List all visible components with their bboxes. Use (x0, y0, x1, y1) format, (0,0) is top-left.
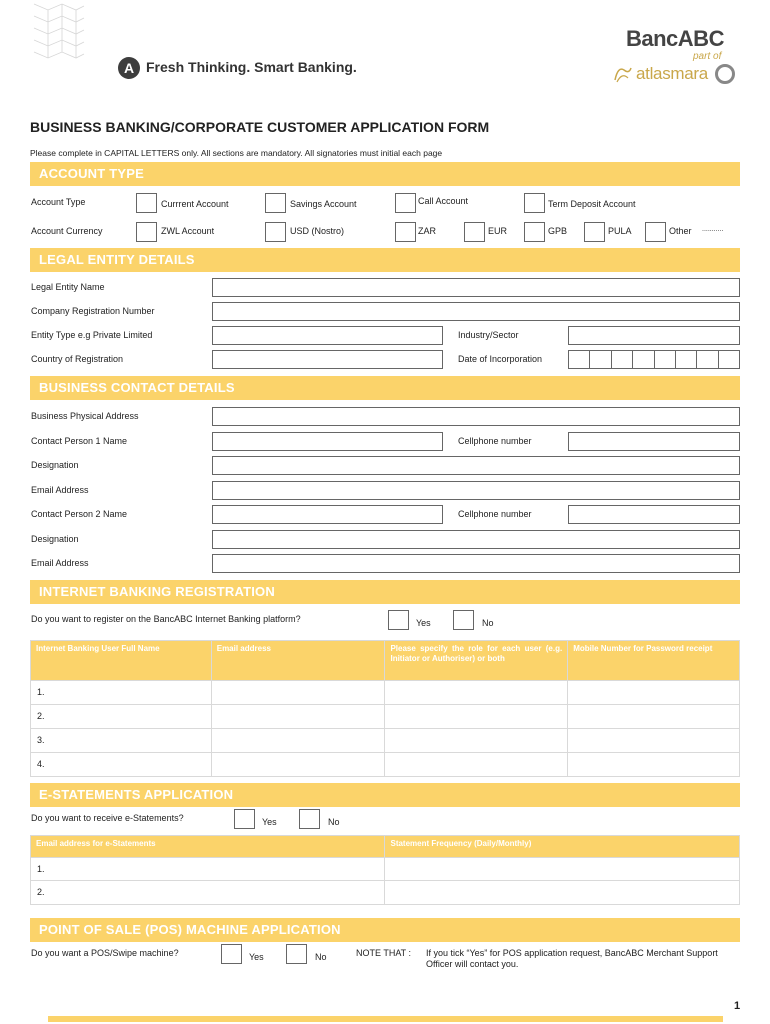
zar-checkbox[interactable] (395, 222, 416, 242)
ib-col-role: Please specify the role for each user (e.g. Initiator or Authoriser) or both (385, 641, 568, 681)
section-internet-banking: INTERNET BANKING REGISTRATION (30, 580, 740, 604)
current-account-label: Currrent Account (161, 199, 229, 209)
pula-checkbox[interactable] (584, 222, 605, 242)
pos-yes-label: Yes (249, 952, 264, 962)
incorporation-date-label: Date of Incorporation (458, 354, 543, 364)
email1-field[interactable] (212, 481, 740, 500)
corner-pattern (30, 0, 88, 70)
bancabc-logo: BancABC (626, 26, 724, 51)
account-type-label: Account Type (31, 197, 86, 207)
entity-type-label: Entity Type e.g Private Limited (31, 330, 153, 340)
es-yes-checkbox[interactable] (234, 809, 255, 829)
pos-question: Do you want a POS/Swipe machine? (31, 948, 179, 958)
form-title: BUSINESS BANKING/CORPORATE CUSTOMER APPLICATION FORM (30, 119, 490, 135)
company-reg-label: Company Registration Number (31, 306, 155, 316)
call-account-checkbox[interactable] (395, 193, 416, 213)
ib-col-name: Internet Banking User Full Name (31, 641, 212, 681)
contact2-name-field[interactable] (212, 505, 443, 524)
footer-bar (48, 1016, 723, 1022)
es-col-frequency: Statement Frequency (Daily/Monthly) (385, 836, 740, 858)
gpb-label: GPB (548, 226, 568, 236)
gpb-checkbox[interactable] (524, 222, 545, 242)
section-pos: POINT OF SALE (POS) MACHINE APPLICATION (30, 918, 740, 942)
contact1-cell-field[interactable] (568, 432, 740, 451)
part-of-label: part of (693, 51, 722, 62)
table-row[interactable]: 2. (31, 705, 740, 729)
contact2-name-label: Contact Person 2 Name (31, 509, 128, 519)
call-account-label: Call Account (418, 196, 469, 206)
pos-no-label: No (315, 952, 327, 962)
other-currency-label: Other (669, 226, 692, 236)
other-currency-checkbox[interactable] (645, 222, 666, 242)
es-col-email: Email address for e-Statements (31, 836, 385, 858)
email2-field[interactable] (212, 554, 740, 573)
section-legal-entity: LEGAL ENTITY DETAILS (30, 248, 740, 272)
term-deposit-checkbox[interactable] (524, 193, 545, 213)
legal-entity-name-field[interactable] (212, 278, 740, 297)
term-deposit-label: Term Deposit Account (548, 199, 636, 209)
pos-no-checkbox[interactable] (286, 944, 307, 964)
contact2-cell-label: Cellphone number (458, 509, 532, 519)
country-registration-field[interactable] (212, 350, 443, 369)
es-no-checkbox[interactable] (299, 809, 320, 829)
ib-col-mobile: Mobile Number for Password receipt (568, 641, 740, 681)
country-registration-label: Country of Registration (31, 354, 124, 364)
ib-question: Do you want to register on the BancABC Internet Banking platform? (31, 614, 301, 624)
eur-checkbox[interactable] (464, 222, 485, 242)
eur-label: EUR (488, 226, 508, 236)
industry-field[interactable] (568, 326, 740, 345)
designation2-label: Designation (31, 534, 79, 544)
atlasmara-ring-icon (715, 64, 735, 84)
pos-note-label: NOTE THAT : (356, 948, 412, 958)
ib-col-email: Email address (211, 641, 385, 681)
pos-yes-checkbox[interactable] (221, 944, 242, 964)
designation1-label: Designation (31, 460, 79, 470)
ib-yes-label: Yes (416, 618, 431, 628)
tagline: Fresh Thinking. Smart Banking. (146, 59, 357, 75)
savings-account-label: Savings Account (290, 199, 357, 209)
contact1-name-field[interactable] (212, 432, 443, 451)
atlasmara-logo: atlasmara (636, 64, 708, 83)
table-row[interactable]: 4. (31, 753, 740, 777)
zar-label: ZAR (418, 226, 436, 236)
savings-account-checkbox[interactable] (265, 193, 286, 213)
physical-address-field[interactable] (212, 407, 740, 426)
atlasmara-logo-icon (612, 64, 634, 84)
ib-no-label: No (482, 618, 494, 628)
zwl-label: ZWL Account (161, 226, 215, 236)
contact1-cell-label: Cellphone number (458, 436, 532, 446)
industry-label: Industry/Sector (458, 330, 519, 340)
section-e-statements: E-STATEMENTS APPLICATION (30, 783, 740, 807)
other-currency-dots: ........... (702, 226, 724, 233)
current-account-checkbox[interactable] (136, 193, 157, 213)
section-business-contact: BUSINESS CONTACT DETAILS (30, 376, 740, 400)
zwl-checkbox[interactable] (136, 222, 157, 242)
contact1-name-label: Contact Person 1 Name (31, 436, 128, 446)
es-yes-label: Yes (262, 817, 277, 827)
legal-entity-name-label: Legal Entity Name (31, 282, 105, 292)
es-no-label: No (328, 817, 340, 827)
incorporation-date-boxes[interactable] (568, 350, 740, 369)
form-instructions: Please complete in CAPITAL LETTERS only. All sections are mandatory. All signatories must initial each page (30, 148, 443, 158)
usd-label: USD (Nostro) (290, 226, 345, 236)
account-currency-label: Account Currency (31, 226, 103, 236)
ib-no-checkbox[interactable] (453, 610, 474, 630)
table-row[interactable]: 1. (31, 681, 740, 705)
contact2-cell-field[interactable] (568, 505, 740, 524)
company-reg-field[interactable] (212, 302, 740, 321)
email1-label: Email Address (31, 485, 89, 495)
designation1-field[interactable] (212, 456, 740, 475)
entity-type-field[interactable] (212, 326, 443, 345)
pos-note-text: If you tick “Yes” for POS application request, BancABC Merchant Support Officer will contact you. (426, 948, 718, 969)
ib-users-table (30, 640, 740, 777)
pula-label: PULA (608, 226, 632, 236)
es-question: Do you want to receive e-Statements? (31, 813, 184, 823)
table-row[interactable]: 3. (31, 729, 740, 753)
email2-label: Email Address (31, 558, 89, 568)
designation2-field[interactable] (212, 530, 740, 549)
ib-yes-checkbox[interactable] (388, 610, 409, 630)
section-account-type: ACCOUNT TYPE (30, 162, 740, 186)
tagline-logo-icon: A (118, 57, 140, 79)
page-number: 1 (734, 1000, 741, 1012)
physical-address-label: Business Physical Address (31, 411, 139, 421)
table-row[interactable]: 1. (31, 858, 740, 881)
usd-checkbox[interactable] (265, 222, 286, 242)
es-table (30, 835, 740, 905)
table-row[interactable]: 2. (31, 881, 740, 905)
